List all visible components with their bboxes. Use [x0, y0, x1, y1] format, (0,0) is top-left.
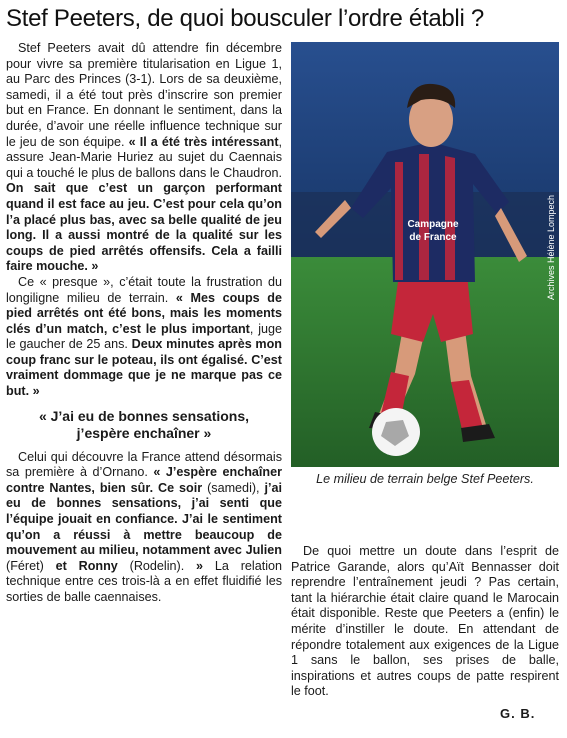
author-signature: G. B.	[500, 706, 536, 721]
article-subheading: « J’ai eu de bonnes sensations, j’espère enchaîner »	[38, 407, 250, 441]
photo-credit: Archives Hélène Lompech	[546, 194, 556, 300]
paragraph-3: Celui qui découvre la France attend désormais sa première à d’Ornano. « J’espère enchaîner contre Nantes, bien sûr. Ce soir (samedi), j’ai eu de bonnes sensations, j’ai senti que l’équipe jouait en confiance. J’ai le sentiment qu’on a réussi à mettre beaucoup de mouvement au milieu, notamment avec Julien (Féret) et Ronny (Rodelin). » La relation technique entre ces trois-là a en effet fluidifié les sorties de balle caennaises.	[6, 449, 283, 604]
article-headline: Stef Peeters, de quoi bousculer l’ordre établi ?	[6, 5, 484, 32]
article-right-column	[291, 544, 559, 700]
paragraph-2: Ce « presque », c’était toute la frustration du longiligne milieu de terrain. « Mes coups de pied arrêtés ont été bons, mais les moments clés d’un match, c’est le plus important, juge le gaucher de 25 ans. Deux minutes après mon coup franc sur le poteau, ils ont égalisé. C’est vraiment dommage que je ne marque pas ce but. »	[6, 274, 283, 399]
paragraph-1: Stef Peeters avait dû attendre fin décembre pour vivre sa première titularisation en Ligue 1, au Parc des Princes (3-1). Lors de sa deuxième, samedi, il a été tout près d’inscrire son premier but en France. En donnant le sentiment, dans la durée, d’avoir une réelle influence technique sur le jeu de son équipe. « Il a été très intéressant, assure Jean-Marie Huriez au sujet du Caennais qui a touché le plus de ballons dans le Chaudron. On sait que c’est un garçon performant quand il est face au jeu. C’est pour cela qu’on l’a placé plus bas, avec sa belle qualité de jeu long. Il a aussi montré de la qualité sur les coups de pied arrêtés offensifs. Cela a failli faire mouche. »	[6, 41, 283, 274]
article-left-column	[6, 41, 282, 606]
photo-caption: Le milieu de terrain belge Stef Peeters.	[316, 472, 534, 486]
jersey-sponsor-line1: Campagne	[407, 219, 459, 230]
paragraph-4: De quoi mettre un doute dans l’esprit de Patrice Garande, alors qu’Aït Bennasser doit reprendre l’entraînement jeudi ? Pas certain, tant la hiérarchie était claire quand le Marocain était disponible. Reste que Peeters a (enfin) le mérite d’instiller le doute. En attendant de répondre totalement aux exigences de la Ligue 1 sans le ballon, ses prises de balle, inspirations et autres coups de patte respirent le foot.	[291, 544, 559, 699]
jersey-sponsor-line2: de France	[409, 232, 457, 243]
player-photo	[291, 42, 559, 467]
